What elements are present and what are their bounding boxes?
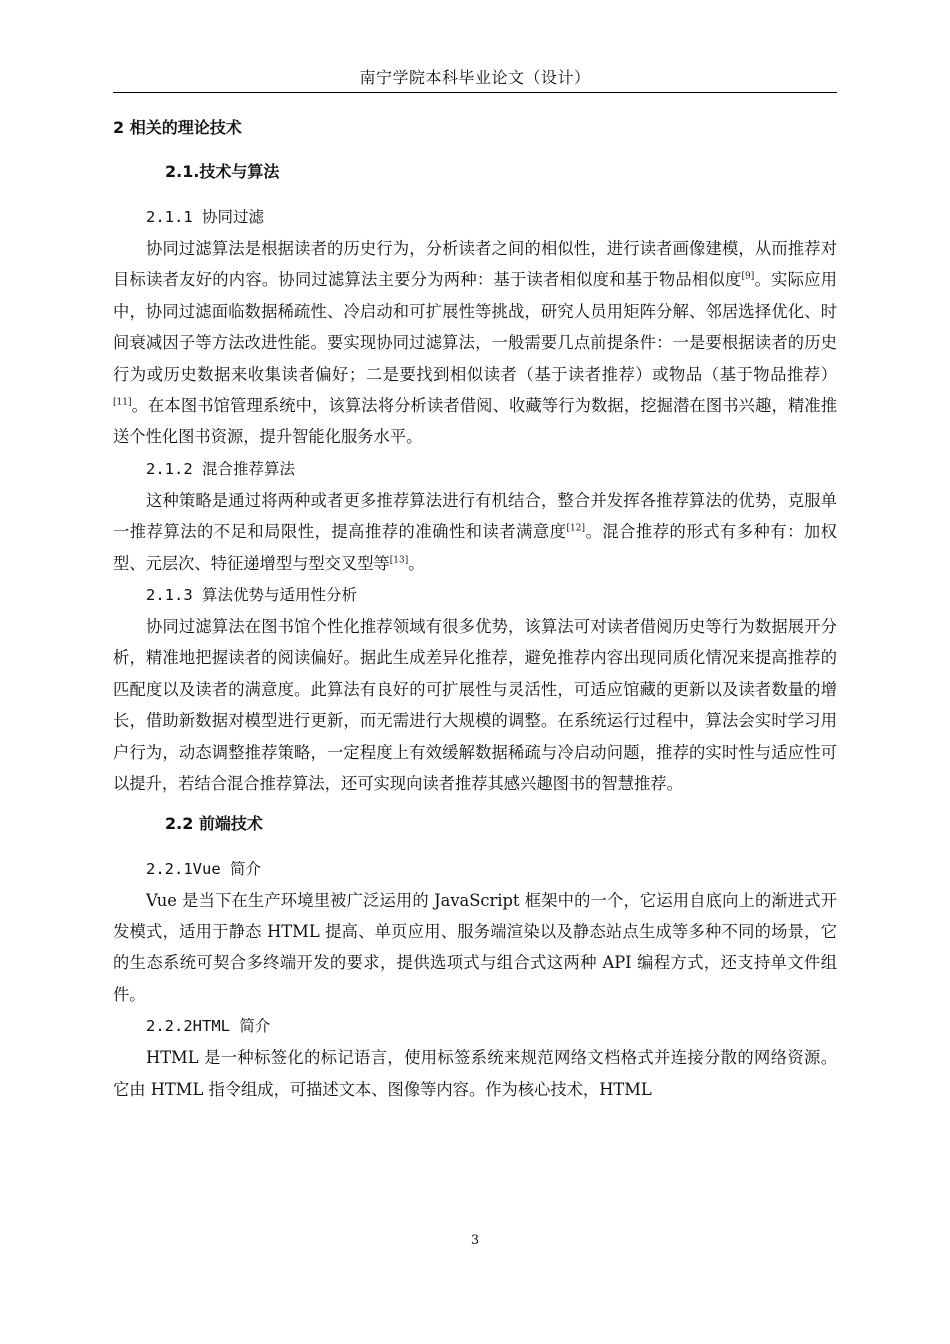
chapter-heading: 2 相关的理论技术 bbox=[113, 118, 242, 137]
header-rule bbox=[113, 92, 837, 93]
subsection-heading-2-1-1: 2.1.1 协同过滤 bbox=[146, 208, 264, 226]
citation-marker: [11] bbox=[113, 397, 132, 408]
paragraph-vue-intro: Vue 是当下在生产环境里被广泛运用的 JavaScript 框架中的一个，它运用自底向上的渐进式开发模式，适用于静态 HTML 提高、单页应用、服务端渲染以及静态站点生成等多种不同的场景，它的生态系统可契合多终端开发的要求，提供选项式与组合式这两种 API 编程方式，还支持单文件组件。 bbox=[113, 890, 837, 1004]
citation-marker: [9] bbox=[741, 271, 755, 282]
section-heading-2-2: 2.2 前端技术 bbox=[165, 813, 263, 833]
subsection-heading-2-2-2: 2.2.2HTML 简介 bbox=[146, 1017, 271, 1036]
citation-marker: [13] bbox=[389, 555, 409, 566]
page-number: 3 bbox=[470, 1233, 480, 1248]
subsection-heading-2-2-1: 2.2.1Vue 简介 bbox=[146, 859, 261, 878]
citation-marker: [12] bbox=[566, 523, 586, 534]
paragraph-collaborative-filtering: 协同过滤算法是根据读者的历史行为，分析读者之间的相似性，进行读者画像建模，从而推荐对目标读者友好的内容。协同过滤算法主要分为两种：基于读者相似度和基于物品相似度[9]。实际应用中，协同过滤面临数据稀疏性、冷启动和可扩展性等挑战，研究人员用矩阵分解、邻居选择优化、时间衰减因子等方法改进性能。要实现协同过滤算法，一般需要几点前提条件：一是要根据读者的历史行为或历史数据来收集读者偏好；二是要找到相似读者（基于读者推荐）或物品（基于物品推荐）[11]。在本图书馆管理系统中，该算法将分析读者借阅、收藏等行为数据，挖掘潜在图书兴趣，精准推送个性化图书资源，提升智能化服务水平。 bbox=[113, 239, 837, 447]
running-header: 南宁学院本科毕业论文（设计） bbox=[359, 68, 591, 87]
body-content bbox=[113, 114, 837, 1106]
subsection-heading-2-1-3: 2.1.3 算法优势与适用性分析 bbox=[146, 586, 357, 605]
paragraph-algorithm-advantages: 协同过滤算法在图书馆个性化推荐领域有很多优势，该算法可对读者借阅历史等行为数据展开分析，精准地把握读者的阅读偏好。据此生成差异化推荐，避免推荐内容出现同质化情况来提高推荐的匹配度以及读者的满意度。此算法有良好的可扩展性与灵活性，可适应馆藏的更新以及读者数量的增长，借助新数据对模型进行更新，而无需进行大规模的调整。在系统运行过程中，算法会实时学习用户行为，动态调整推荐策略，一定程度上有效缓解数据稀疏与冷启动问题，推荐的实时性与适应性可以提升，若结合混合推荐算法，还可实现向读者推荐其感兴趣图书的智慧推荐。 bbox=[113, 617, 837, 794]
section-heading-2-1: 2.1.技术与算法 bbox=[165, 162, 280, 181]
paragraph-hybrid-recommendation: 这种策略是通过将两种或者更多推荐算法进行有机结合，整合并发挥各推荐算法的优势，克服单一推荐算法的不足和局限性，提高推荐的准确性和读者满意度[12]。混合推荐的形式有多种有：加权型、元层次、特征递增型与型交叉型等[13]。 bbox=[113, 490, 837, 573]
subsection-heading-2-1-2: 2.1.2 混合推荐算法 bbox=[146, 459, 295, 478]
paragraph-html-intro: HTML 是一种标签化的标记语言，使用标签系统来规范网络文档格式并连接分散的网络资源。它由 HTML 指令组成，可描述文本、图像等内容。作为核心技术，HTML bbox=[113, 1048, 837, 1099]
